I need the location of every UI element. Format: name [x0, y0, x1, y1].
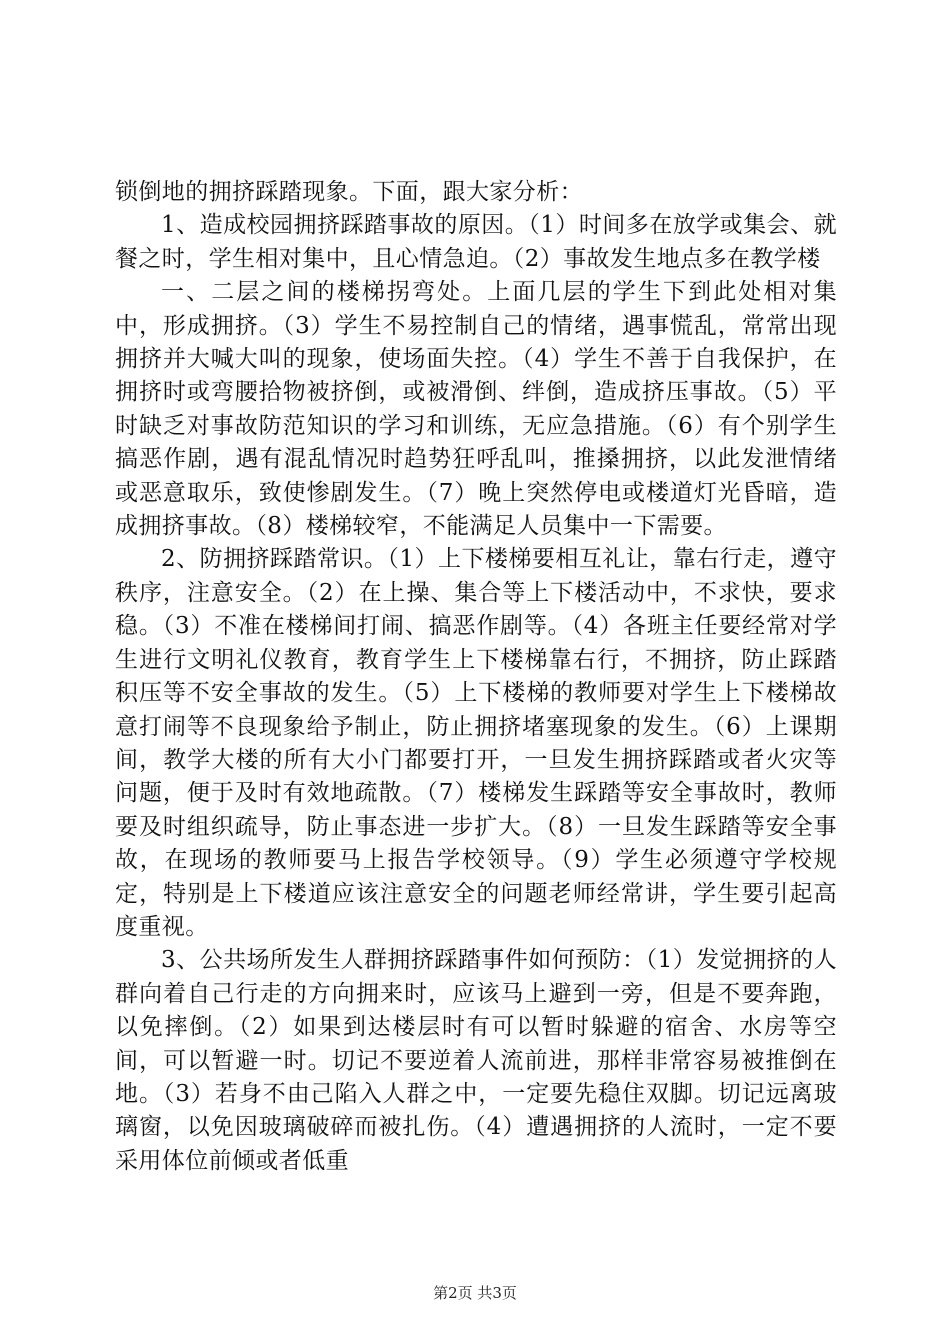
page-number-footer: 第2页 共3页: [433, 1284, 517, 1302]
paragraph-causes-continued: 一、二层之间的楼梯拐弯处。上面几层的学生下到此处相对集中，形成拥挤。（3）学生不易控制自己的情绪，遇事慌乱，常常出现拥挤并大喊大叫的现象，使场面失控。（4）学生不善于自我保护，在拥挤时或弯腰拾物被挤倒，或被滑倒、绊倒，造成挤压事故。（5）平时缺乏对事故防范知识的学习和训练，无应急措施。（6）有个别学生搞恶作剧，遇有混乱情况时趋势狂呼乱叫，推搡拥挤，以此发泄情绪或恶意取乐，致使惨剧发生。（7）晚上突然停电或楼道灯光昏暗，造成拥挤事故。（8）楼梯较窄，不能满足人员集中一下需要。: [115, 279, 837, 540]
paragraph-causes: 1、造成校园拥挤踩踏事故的原因。（1）时间多在放学或集会、就餐之时，学生相对集中，且心情急迫。（2）事故发生地点多在教学楼: [115, 212, 837, 272]
paragraph-prevention-tips: 2、防拥挤踩踏常识。（1）上下楼梯要相互礼让，靠右行走，遵守秩序，注意安全。（2）在上操、集合等上下楼活动中，不求快，要求稳。（3）不准在楼梯间打闹、搞恶作剧等。（4）各班主任要经常对学生进行文明礼仪教育，教育学生上下楼梯靠右行，不拥挤，防止踩踏积压等不安全事故的发生。（5）上下楼梯的教师要对学生上下楼梯故意打闹等不良现象给予制止，防止拥挤堵塞现象的发生。（6）上课期间，教学大楼的所有大小门都要打开，一旦发生拥挤踩踏或者火灾等问题，便于及时有效地疏散。（7）楼梯发生踩踏等安全事故时，教师要及时组织疏导，防止事态进一步扩大。（8）一旦发生踩踏等安全事故，在现场的教师要马上报告学校领导。（9）学生必须遵守学校规定，特别是上下楼道应该注意安全的问题老师经常讲，学生要引起高度重视。: [115, 546, 837, 940]
document-body: [115, 176, 837, 1178]
paragraph-intro: 锁倒地的拥挤踩踏现象。下面，跟大家分析：: [115, 179, 583, 205]
paragraph-public-places: 3、公共场所发生人群拥挤踩踏事件如何预防：（1）发觉拥挤的人群向着自己行走的方向拥来时，应该马上避到一旁，但是不要奔跑，以免摔倒。（2）如果到达楼层时有可以暂时躲避的宿舍、水房等空间，可以暂避一时。切记不要逆着人流前进，那样非常容易被推倒在地。（3）若身不由己陷入人群之中，一定要先稳住双脚。切记远离玻璃窗，以免因玻璃破碎而被扎伤。（4）遭遇拥挤的人流时，一定不要采用体位前倾或者低重: [115, 947, 837, 1174]
